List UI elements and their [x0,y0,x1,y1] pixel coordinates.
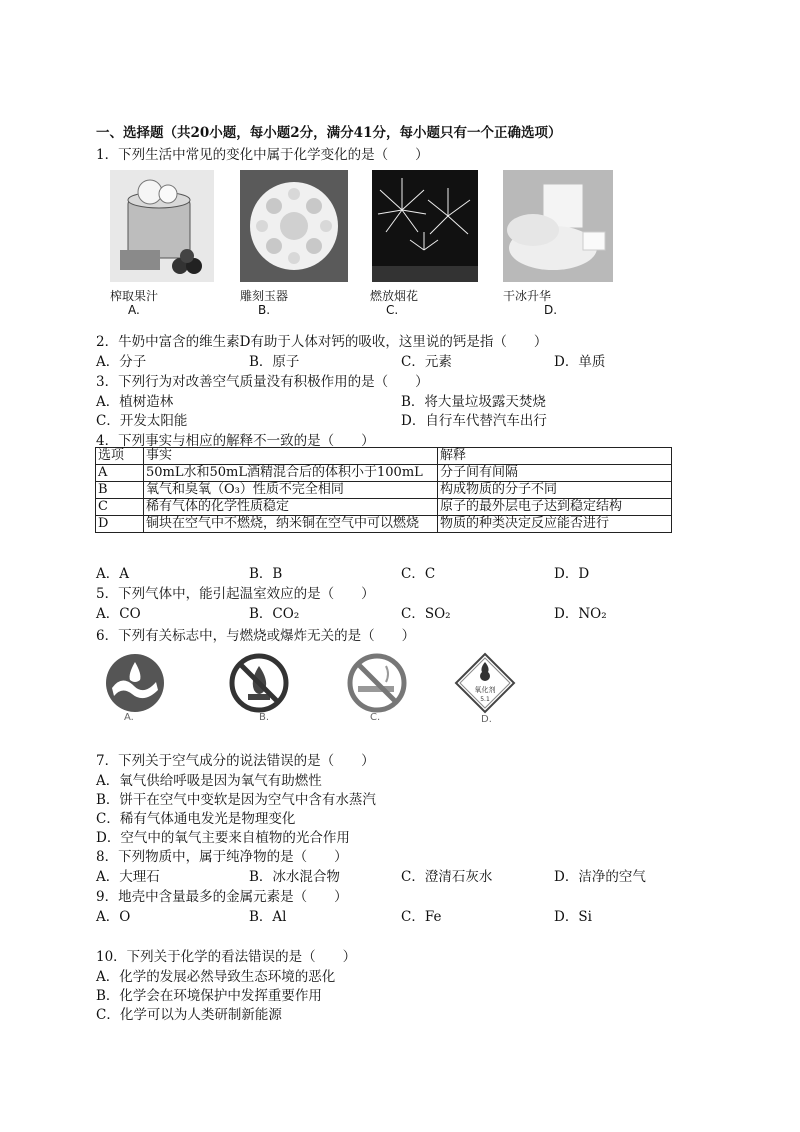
q2-option-c: C．元素 [401,354,452,370]
table-row [96,465,672,482]
caption-a: 榨取果汁 [110,289,159,303]
caption-c: 燃放烟花 [370,289,419,303]
row-option: C [96,499,144,516]
q7-option-d: D．空气中的氧气主要来自植物的光合作用 [96,830,350,846]
q10-option-c: C．化学可以为人类研制新能源 [96,1007,282,1023]
question-9-stem: 9．地壳中含量最多的金属元素是（ ） [96,889,348,905]
q9-option-b: B．Al [249,909,287,925]
table-header-row [96,448,672,465]
sign-label-b: B. [259,712,270,723]
oxidizer-sign-icon [454,652,516,714]
q3-option-b: B．将大量垃圾露天焚烧 [401,394,546,410]
question-4-stem: 4．下列事实与相应的解释不一致的是（ ） [96,433,375,449]
header-option: 选项 [96,448,144,465]
letter-d: D. [544,303,558,317]
question-7-stem: 7．下列关于空气成分的说法错误的是（ ） [96,753,375,769]
row-fact: 氧气和臭氧（O₃）性质不完全相同 [144,482,438,499]
q3-option-a: A．植树造林 [96,394,174,410]
q5-option-d: D．NO₂ [554,606,607,622]
header-explanation: 解释 [438,448,672,465]
row-option: D [96,516,144,533]
q10-option-b: B．化学会在环境保护中发挥重要作用 [96,988,322,1004]
row-option: A [96,465,144,482]
q4-option-a: A．A [96,566,129,582]
question-8-stem: 8．下列物质中，属于纯净物的是（ ） [96,849,348,865]
question-10-stem: 10．下列关于化学的看法错误的是（ ） [96,949,357,965]
q8-option-d: D．洁净的空气 [554,869,646,885]
q3-option-d: D．自行车代替汽车出行 [401,413,547,429]
table-row [96,499,672,516]
q4-option-c: C．C [401,566,436,582]
question-2-stem: 2．牛奶中富含的维生素D有助于人体对钙的吸收，这里说的钙是指（ ） [96,334,548,350]
section-title: 一、选择题（共20小题，每小题2分，满分41分，每小题只有一个正确选项） [96,125,562,141]
q9-option-c: C．Fe [401,909,442,925]
question-3-stem: 3．下列行为对改善空气质量没有积极作用的是（ ） [96,374,429,390]
facts-table [95,447,672,533]
q10-option-a: A．化学的发展必然导致生态环境的恶化 [96,969,336,985]
table-row [96,482,672,499]
q5-option-a: A．CO [96,606,141,622]
q8-option-b: B．冰水混合物 [249,869,340,885]
no-smoking-sign-icon [346,652,408,714]
row-fact: 稀有气体的化学性质稳定 [144,499,438,516]
no-fire-sign-icon [228,652,290,714]
q2-option-d: D．单质 [554,354,606,370]
question-1-stem: 1．下列生活中常见的变化中属于化学变化的是（ ） [96,147,429,163]
table-row [96,516,672,533]
row-explanation: 构成物质的分子不同 [438,482,672,499]
q7-option-b: B．饼干在空气中变软是因为空气中含有水蒸汽 [96,792,376,808]
sign-label-a: A. [124,712,134,723]
row-explanation: 原子的最外层电子达到稳定结构 [438,499,672,516]
sign-label-d: D. [481,714,492,725]
q8-option-a: A．大理石 [96,869,160,885]
q7-option-c: C．稀有气体通电发光是物理变化 [96,811,296,827]
q5-option-c: C．SO₂ [401,606,451,622]
q8-option-c: C．澄清石灰水 [401,869,493,885]
q7-option-a: A．氧气供给呼吸是因为氧气有助燃性 [96,773,322,789]
question-5-stem: 5．下列气体中，能引起温室效应的是（ ） [96,586,375,602]
q4-option-b: B．B [249,566,283,582]
q9-option-d: D．Si [554,909,592,925]
jade-carving-image [240,170,348,282]
letter-c: C. [386,303,399,317]
q9-option-a: A．O [96,909,131,925]
row-option: B [96,482,144,499]
fireworks-image [372,170,478,282]
q2-option-b: B．原子 [249,354,300,370]
row-fact: 50mL水和50mL酒精混合后的体积小于100mL [144,465,438,482]
caption-d: 干冰升华 [503,289,552,303]
letter-a: A. [128,303,140,317]
header-fact: 事实 [144,448,438,465]
row-explanation: 物质的种类决定反应能否进行 [438,516,672,533]
q5-option-b: B．CO₂ [249,606,300,622]
oxidizer-class: 5.1 [480,696,490,703]
q4-option-d: D．D [554,566,590,582]
water-drop-sign-icon [104,652,166,714]
row-fact: 铜块在空气中不燃烧，纳米铜在空气中可以燃烧 [144,516,438,533]
q3-option-c: C．开发太阳能 [96,413,188,429]
letter-b: B. [258,303,271,317]
sign-label-c: C. [370,712,381,723]
oxidizer-label: 氧化剂 [474,686,496,694]
caption-b: 雕刻玉器 [240,289,289,303]
q2-option-a: A．分子 [96,354,147,370]
question-6-stem: 6．下列有关标志中，与燃烧或爆炸无关的是（ ） [96,628,416,644]
juice-image [110,170,214,282]
dry-ice-image [503,170,613,282]
row-explanation: 分子间有间隔 [438,465,672,482]
